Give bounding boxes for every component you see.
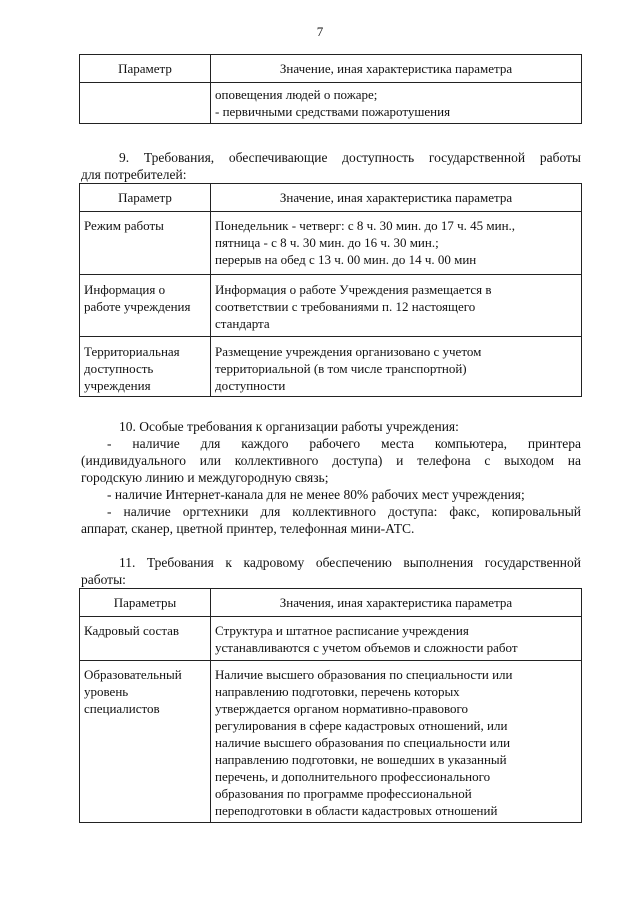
- value-line: доступности: [215, 378, 286, 393]
- section-9-heading: [81, 149, 581, 183]
- list-item: - наличие Интернет-канала для не менее 80% рабочих мест учреждения;: [107, 487, 525, 502]
- param-cell: [80, 337, 211, 397]
- value-line: соответствии с требованиями п. 12 настоящего: [215, 299, 476, 314]
- value-line: пятница - с 8 ч. 30 мин. до 16 ч. 30 мин.;: [215, 235, 439, 250]
- header-value: Значение, иная характеристика параметра: [211, 55, 582, 83]
- table-header-row: [80, 589, 582, 617]
- value-line: переподготовки в области кадастровых отношений: [215, 803, 498, 818]
- param-line: Образовательный: [84, 667, 182, 682]
- list-item: - наличие оргтехники для коллективного доступа: факс, копировальный: [107, 504, 581, 519]
- section-10-heading: 10. Особые требования к организации работы учреждения:: [119, 419, 459, 434]
- value-line: направлению подготовки, перечень которых: [215, 684, 460, 699]
- value-cell: [211, 617, 582, 661]
- table-row: [80, 275, 582, 337]
- value-line: территориальной (в том числе транспортной): [215, 361, 467, 376]
- list-item-continuation: (индивидуального или коллективного доступа) и телефона с выходом на: [81, 453, 581, 468]
- param-line: доступность: [84, 361, 154, 376]
- param-line: учреждения: [84, 378, 151, 393]
- value-line: стандарта: [215, 316, 270, 331]
- list-item: - наличие для каждого рабочего места компьютера, принтера: [107, 436, 581, 451]
- value-cell: [211, 661, 582, 823]
- param-line: Информация о: [84, 282, 166, 297]
- param-line: Кадровый состав: [84, 623, 180, 638]
- param-line: Режим работы: [84, 218, 164, 233]
- continuation-table: [79, 54, 582, 124]
- param-cell: [80, 275, 211, 337]
- table-row: [80, 617, 582, 661]
- table-row: [80, 337, 582, 397]
- param-cell: [80, 617, 211, 661]
- staffing-table: [79, 588, 582, 823]
- heading-line: для потребителей:: [81, 167, 187, 182]
- param-cell: [80, 212, 211, 275]
- value-cell: [211, 212, 582, 275]
- value-line: перечень, и дополнительного профессионального: [215, 769, 491, 784]
- value-line: перерыв на обед с 13 ч. 00 мин. до 14 ч. 00 мин: [215, 252, 477, 267]
- header-value: Значения, иная характеристика параметра: [211, 589, 582, 617]
- value-line: образования по программе профессиональной: [215, 786, 472, 801]
- header-parameter: Параметры: [80, 589, 211, 617]
- value-line: Понедельник - четверг: с 8 ч. 30 мин. до 17 ч. 45 мин.,: [215, 218, 516, 233]
- value-line: Структура и штатное расписание учреждения: [215, 623, 469, 638]
- header-parameter: Параметр: [80, 55, 211, 83]
- value-line: - первичными средствами пожаротушения: [215, 104, 451, 119]
- value-line: наличие высшего образования по специальности или: [215, 735, 511, 750]
- param-line: Территориальная: [84, 344, 180, 359]
- value-line: устанавливаются с учетом объемов и сложности работ: [215, 640, 518, 655]
- list-item-continuation: аппарат, сканер, цветной принтер, телефонная мини-АТС.: [81, 521, 415, 536]
- page-number: 7: [316, 24, 324, 39]
- section-11-heading: [81, 554, 581, 588]
- value-cell: [211, 337, 582, 397]
- value-line: оповещения людей о пожаре;: [215, 87, 378, 102]
- header-parameter: Параметр: [80, 184, 211, 212]
- table-row: [80, 212, 582, 275]
- value-cell: [211, 275, 582, 337]
- list-item-continuation: городскую линию и междугородную связь;: [81, 470, 329, 485]
- param-cell: [80, 83, 211, 124]
- table-row: [80, 83, 582, 124]
- value-line: направлению подготовки, не вошедших в указанный: [215, 752, 507, 767]
- value-line: Размещение учреждения организовано с учетом: [215, 344, 482, 359]
- header-value: Значение, иная характеристика параметра: [211, 184, 582, 212]
- param-line: уровень: [84, 684, 129, 699]
- table-row: [80, 661, 582, 823]
- param-line: специалистов: [84, 701, 160, 716]
- value-line: утверждается органом нормативно-правового: [215, 701, 469, 716]
- heading-line: 11. Требования к кадровому обеспечению выполнения государственной: [119, 555, 581, 570]
- param-line: работе учреждения: [84, 299, 191, 314]
- value-cell: [211, 83, 582, 124]
- accessibility-table: [79, 183, 582, 397]
- value-line: регулирования в сфере кадастровых отношений, или: [215, 718, 508, 733]
- table-header-row: [80, 184, 582, 212]
- heading-line: работы:: [81, 572, 126, 587]
- heading-line: 9. Требования, обеспечивающие доступность государственной работы: [119, 150, 581, 165]
- value-line: Информация о работе Учреждения размещается в: [215, 282, 492, 297]
- param-cell: [80, 661, 211, 823]
- table-header-row: [80, 55, 582, 83]
- section-10: [81, 418, 581, 537]
- value-line: Наличие высшего образования по специальности или: [215, 667, 513, 682]
